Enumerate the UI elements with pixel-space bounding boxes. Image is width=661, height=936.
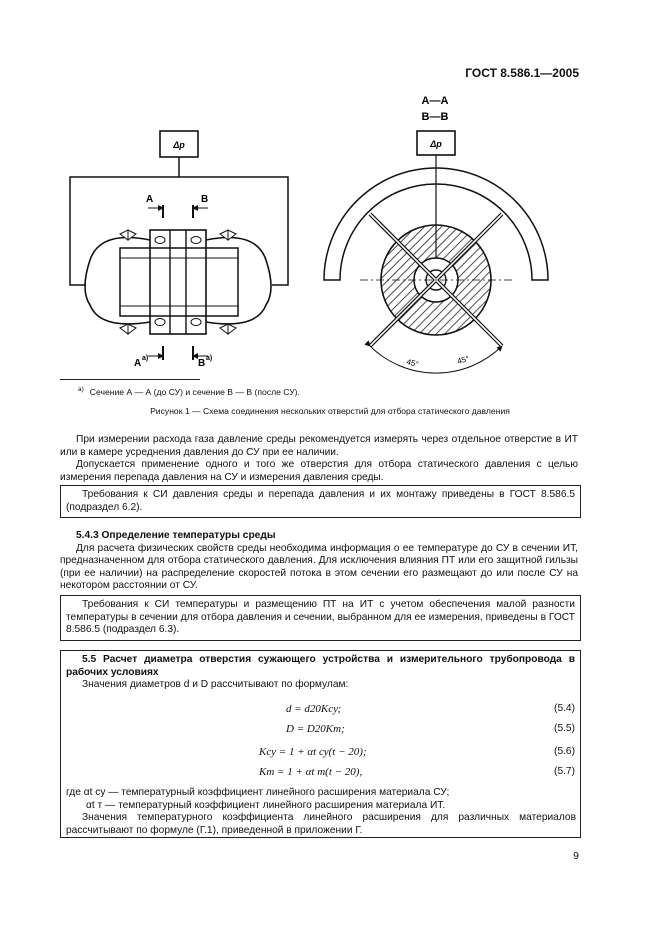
figure-caption: Рисунок 1 — Схема соединения нескольких отверстий для отбора статического давления: [150, 406, 510, 416]
paragraph-1: При измерении расхода газа давление среды рекомендуется измерять через отдельное отверстие в ИТ или в камере усреднения давления до СУ при ее наличии.: [60, 434, 578, 458]
section-bb-label: B—B: [421, 111, 449, 123]
angle-label-left: 45°: [405, 357, 420, 370]
section-5-4-3-heading: 5.4.3 Определение температуры среды: [76, 530, 276, 541]
formula-5-6: Kсу = 1 + αt су(t − 20);: [259, 746, 367, 758]
formula-5-5: D = D20Kт;: [286, 723, 345, 735]
closing-text: Значения температурного коэффициента линейного расширения для различных материалов рассчитывают по формуле (Г.1), приведенной в приложении Г.: [66, 812, 576, 836]
paragraph-2: Допускается применение одного и того же отверстия для отбора статического давления с целью измерения перепада давления на СУ и измерения давления среды.: [60, 459, 578, 483]
formula-5-4-number: (5.4): [554, 703, 575, 714]
document-code: ГОСТ 8.586.1—2005: [465, 66, 579, 80]
where-block: [66, 787, 576, 837]
section-5-5-heading: 5.5 Расчет диаметра отверстия сужающего устройства и измерительного трубопровода в рабочих условиях: [66, 654, 575, 678]
box-1-text: Требования к СИ давления среды и перепада давления и их монтажу приведены в ГОСТ 8.586.5 (подраздел 6.2).: [66, 489, 575, 513]
angle-label-right: 45°: [456, 354, 471, 366]
cross-section-scheme: [324, 95, 548, 373]
where-line-1: где αt су — температурный коэффициент линейного расширения материала СУ;: [66, 787, 450, 798]
formula-5-7-number: (5.7): [554, 766, 575, 777]
formula-5-6-number: (5.6): [554, 746, 575, 757]
footnote-text: Сечение А — А (до СУ) и сечение В — В (после СУ).: [89, 386, 300, 397]
formula-5-5-number: (5.5): [554, 723, 575, 734]
requirements-box-2: [60, 595, 581, 641]
formula-5-7: Kт = 1 + αt т(t − 20),: [259, 766, 363, 778]
label-b: B: [201, 194, 209, 205]
footnote-rule: [60, 379, 200, 380]
section-5-4-3-text: Для расчета физических свойств среды необходима информация о ее температуре до СУ в сечении ИТ, предназначенном для отбора статического давления. Для исключения влияния ПТ или его защитной гильзы (при ее наличии) на распределение скоростей потока в этом сечении его размещают до или после СУ на некотором расстоянии от СУ.: [60, 542, 578, 592]
formula-5-4: d = d20Kсу;: [286, 703, 342, 715]
label-a-bottom: A: [134, 358, 142, 369]
figure-1-diagram: [60, 90, 560, 375]
label-a: A: [146, 194, 154, 205]
label-b-bottom: B: [198, 358, 206, 369]
page-number: 9: [573, 850, 579, 862]
body-paragraphs: [60, 434, 578, 484]
section-5-5-intro: Значения диаметров d и D рассчитывают по формулам:: [82, 679, 349, 691]
dp-label-right: Δp: [430, 139, 442, 149]
label-a-note-mark: а): [142, 355, 149, 362]
footnote: [78, 386, 300, 397]
footnote-mark: а): [78, 386, 84, 393]
label-b-note-mark: а): [206, 355, 213, 362]
dp-label-left: Δp: [173, 140, 185, 150]
requirements-box-1: [60, 485, 581, 518]
section-5-5-box: [60, 650, 581, 838]
where-line-2: αt т — температурный коэффициент линейного расширения материала ИТ.: [86, 799, 446, 811]
section-aa-label: A—A: [421, 95, 449, 107]
left-connection-scheme: [70, 131, 288, 369]
section-5-4-3: [60, 530, 578, 593]
box-2-text: Требования к СИ температуры и размещению ПТ на ИТ с учетом обеспечения малой разности температуры в сечении для отбора давления и сечении, выбранном для ее измерения, приведены в ГОСТ 8.586.5 (подраздел 6.3).: [66, 599, 575, 636]
